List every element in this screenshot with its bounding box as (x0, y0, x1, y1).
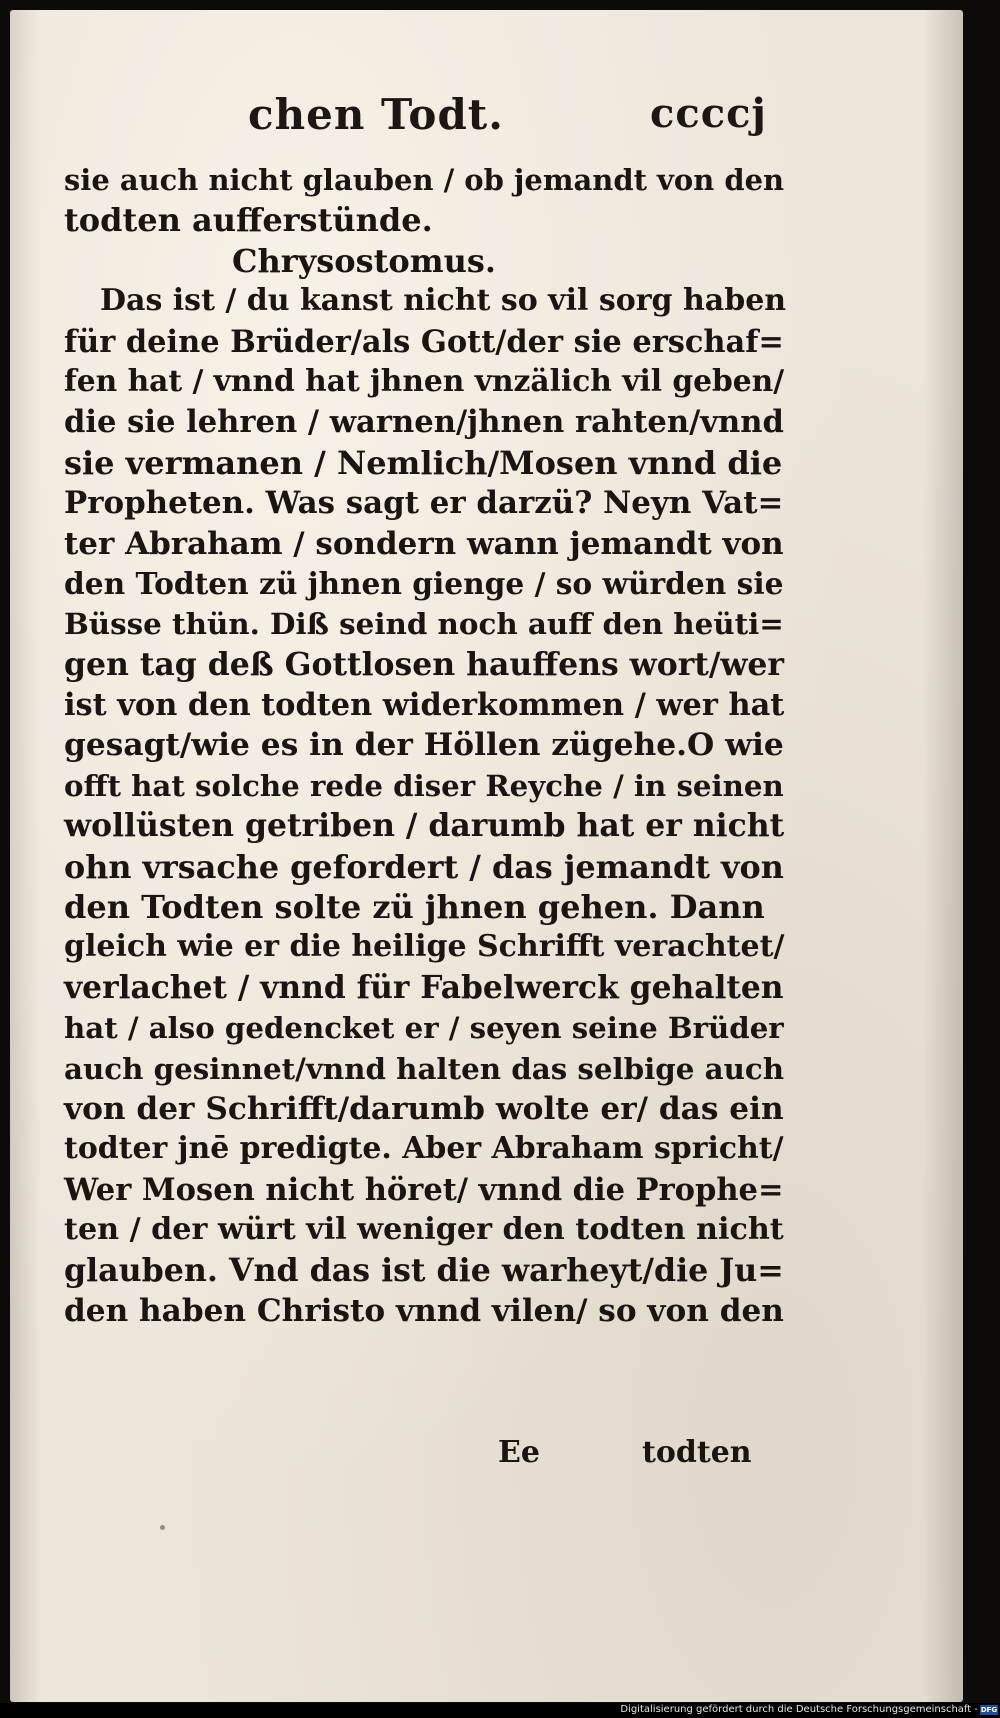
text-line: die sie lehren / warnen/jhnen rahten/vnnd (64, 404, 784, 441)
digitization-footer (0, 1703, 1000, 1718)
text-line: verlachet / vnnd für Fabelwerck gehalten (64, 969, 784, 1006)
text-line: Das ist / du kanst nicht so vil sorg haben (100, 283, 787, 319)
book-page (10, 10, 963, 1702)
text-line: wollüsten getriben / darumb hat er nicht (64, 807, 785, 845)
text-line: ohn vrsache gefordert / das jemandt von (64, 847, 784, 886)
ink-speck (160, 1525, 165, 1530)
text-line: gesagt/wie es in der Höllen zügehe.O wie (64, 727, 784, 764)
text-line: Propheten. Was sagt er darzü? Neyn Vat= (64, 485, 784, 522)
text-line: gleich wie er die heilige Schrifft verachtet/ (64, 929, 785, 965)
text-line: ten / der würt vil weniger den todten nicht (64, 1212, 784, 1248)
text-line: ist von den todten widerkommen / wer hat (64, 687, 785, 724)
text-line: offt hat solche rede diser Reyche / in seinen (64, 768, 784, 803)
text-line: von der Schrifft/darumb wolte er/ das ein (64, 1090, 784, 1127)
text-line: Chrysostomus. (232, 241, 496, 280)
text-line: sie vermanen / Nemlich/Mosen vnnd die (64, 443, 783, 482)
text-line: sie auch nicht glauben / ob jemandt von den (64, 163, 785, 197)
running-title: chen Todt. (248, 90, 504, 139)
text-line: gen tag deß Gottlosen hauffens wort/wer (64, 645, 785, 683)
text-line: fen hat / vnnd hat jhnen vnzälich vil geben/ (64, 363, 785, 399)
text-line: ter Abraham / sondern wann jemandt von (64, 525, 784, 562)
text-line: auch gesinnet/vnnd halten das selbige auch (64, 1050, 785, 1086)
folio-number: ccccj (650, 90, 767, 137)
dfg-logo: DFG (980, 1706, 998, 1714)
text-line: den Todten zü jhnen gienge / so würden sie (64, 565, 784, 601)
signature-mark: Ee (498, 1435, 540, 1470)
catchword: todten (642, 1435, 752, 1470)
text-line: den Todten solte zü jhnen gehen. Dann (64, 888, 765, 927)
funding-credit: Digitalisierung gefördert durch die Deutsche Forschungsgemeinschaft - (620, 1704, 978, 1715)
page-body-text (64, 160, 787, 1331)
text-line: für deine Brüder/als Gott/der sie erschaf= (64, 323, 784, 360)
catchline (10, 1435, 963, 1475)
text-line: hat / also gedencket er / seyen seine Brüder (64, 1011, 784, 1046)
text-line: todten aufferstünde. (64, 201, 433, 240)
text-line: den haben Christo vnnd vilen/ so von den (64, 1292, 784, 1329)
text-line: todter jnē predigte. Aber Abraham spricht/ (64, 1131, 784, 1167)
running-header (10, 90, 963, 150)
text-line: glauben. Vnd das ist die warheyt/die Ju= (64, 1251, 784, 1289)
text-line: Wer Mosen nicht höret/ vnnd die Prophe= (64, 1171, 784, 1208)
text-line: Büsse thün. Diß seind noch auff den heüti= (64, 606, 784, 642)
